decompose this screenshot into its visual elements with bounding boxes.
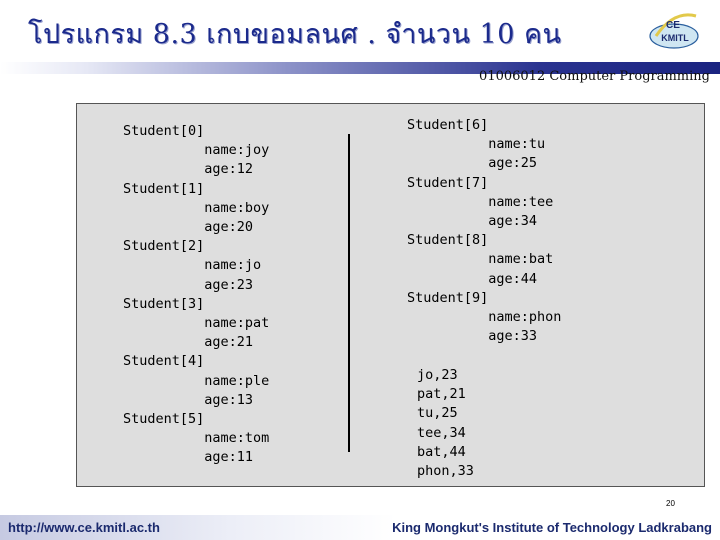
output-line: age:23 xyxy=(123,276,254,293)
result-list xyxy=(417,366,474,481)
output-line: age:20 xyxy=(123,219,254,236)
output-line: Student[7] xyxy=(407,174,489,191)
output-line: Student[5] xyxy=(123,411,205,428)
output-line: Student[4] xyxy=(123,353,205,370)
result-line: tu,25 xyxy=(417,405,458,422)
output-line: name:pat xyxy=(123,315,270,332)
output-line: name:tee xyxy=(407,193,554,210)
logo-text-kmitl: KMITL xyxy=(661,33,689,43)
ce-kmitl-logo xyxy=(646,6,702,54)
output-line: name:ple xyxy=(123,372,270,389)
result-line: pat,21 xyxy=(417,386,466,403)
console-output-panel xyxy=(76,103,705,487)
output-line: name:boy xyxy=(123,199,270,216)
logo-text-ce: CE xyxy=(666,20,680,31)
output-line: name:bat xyxy=(407,251,554,268)
output-line: age:21 xyxy=(123,334,254,351)
footer-url-link[interactable]: http://www.ce.kmitl.ac.th xyxy=(8,520,160,535)
output-right-column xyxy=(407,116,561,346)
output-line: Student[0] xyxy=(123,123,205,139)
output-line: Student[2] xyxy=(123,238,205,255)
slide-title: โปรแกรม 8.3 เกบขอมลนศ . จำนวน 10 คน xyxy=(28,19,562,50)
output-line: Student[1] xyxy=(123,180,205,197)
result-line: phon,33 xyxy=(417,463,474,480)
output-line: name:jo xyxy=(123,257,262,274)
output-line: age:34 xyxy=(407,213,538,230)
output-line: age:33 xyxy=(407,328,538,345)
output-line: Student[3] xyxy=(123,295,205,312)
output-line: name:joy xyxy=(123,142,270,159)
output-line: name:phon xyxy=(407,309,562,326)
footer-institute-name: King Mongkut's Institute of Technology Ladkrabang xyxy=(392,520,712,535)
output-line: age:12 xyxy=(123,161,254,178)
output-line: age:11 xyxy=(123,449,254,466)
output-line: name:tom xyxy=(123,430,270,447)
output-line: age:25 xyxy=(407,155,538,172)
result-line: jo,23 xyxy=(417,367,458,383)
output-line: Student[9] xyxy=(407,289,489,306)
page-number: 20 xyxy=(666,499,675,508)
result-line: bat,44 xyxy=(417,443,466,460)
output-line: name:tu xyxy=(407,136,546,153)
output-line: Student[8] xyxy=(407,232,489,249)
output-left-column xyxy=(123,122,269,468)
output-line: Student[6] xyxy=(407,117,489,133)
result-line: tee,34 xyxy=(417,424,466,441)
output-line: age:44 xyxy=(407,270,538,287)
course-subtitle: 01006012 Computer Programming xyxy=(479,69,710,84)
output-line: age:13 xyxy=(123,391,254,408)
column-divider xyxy=(348,134,350,452)
